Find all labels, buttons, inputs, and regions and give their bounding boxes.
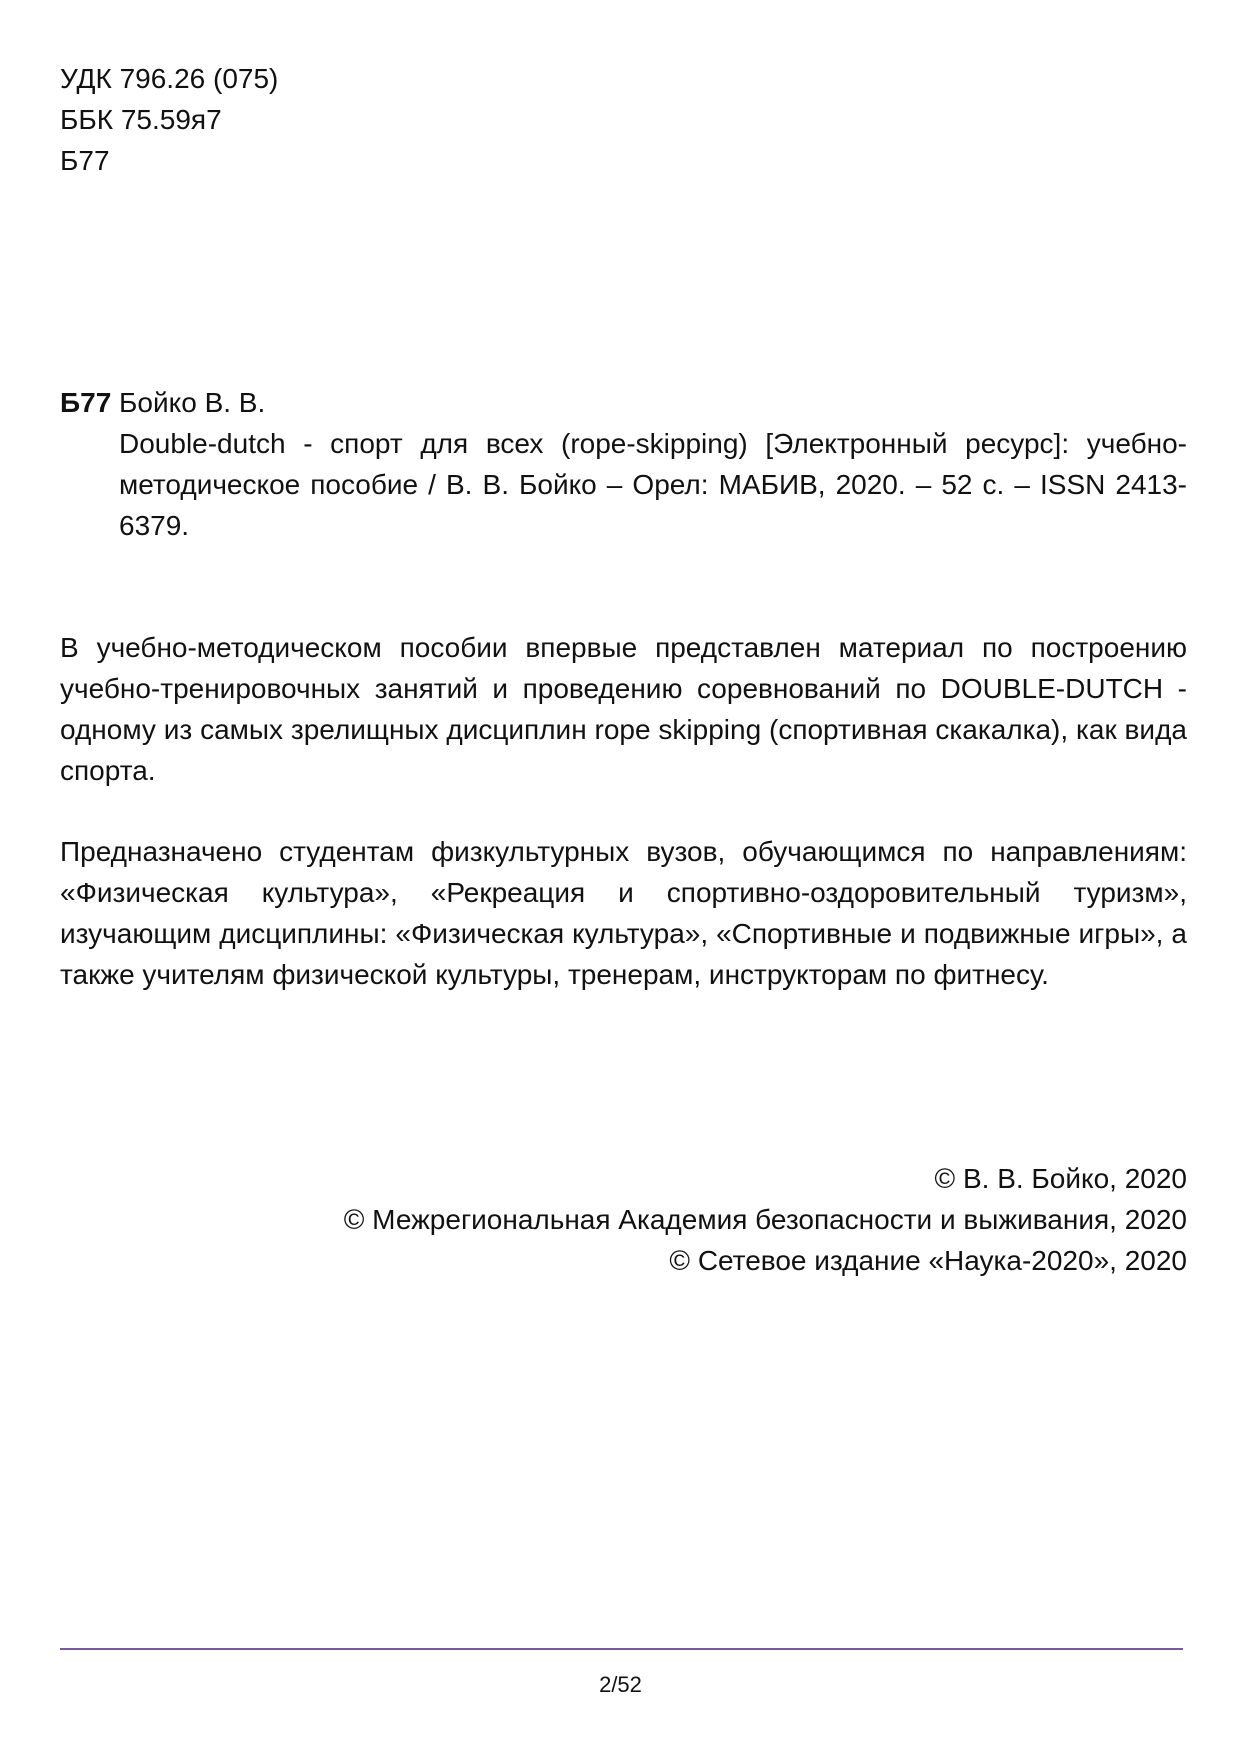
author-sign: Б77 — [60, 145, 110, 176]
annotation-paragraph: В учебно-методическом пособии впервые представлен материал по построению учебно-тренировочных занятий и проведению соревнований по DOUBLE-DUTCH - одному из самых зрелищных дисциплин rope skipping (спортивная скакалка), как вида спорта. — [60, 632, 1187, 786]
classification-block — [60, 58, 1187, 181]
copyright-line: © В. В. Бойко, 2020 — [934, 1163, 1187, 1194]
bibliographic-heading — [60, 382, 1187, 423]
copyright-block — [60, 1158, 1187, 1281]
footer-divider — [60, 1648, 1183, 1650]
udk-index: УДК 796.26 (075) — [60, 63, 279, 94]
bibliographic-record — [60, 382, 1187, 546]
page-number: 2/52 — [599, 1672, 642, 1697]
copyright-line: © Межрегиональная Академия безопасности и выживания, 2020 — [343, 1204, 1187, 1235]
copyright-line: © Сетевое издание «Наука-2020», 2020 — [669, 1245, 1187, 1276]
bibliographic-code: Б77 — [60, 387, 112, 418]
bibliographic-description: Double-dutch - спорт для всех (rope-skipping) [Электронный ресурс]: учебно-методическое пособие / В. В. Бойко – Орел: МАБИВ, 2020. – 52 с. – ISSN 2413-6379. — [119, 428, 1187, 541]
bibliographic-author: Бойко В. В. — [111, 387, 266, 418]
bbk-index: ББК 75.59я7 — [60, 104, 222, 135]
audience-paragraph: Предназначено студентам физкультурных вузов, обучающимся по направлениям: «Физическая культура», «Рекреация и спортивно-оздоровительный туризм», изучающим дисциплины: «Физическая культура», «Спортивные и подвижные игры», а также учителям физической культуры, тренерам, инструкторам по фитнесу. — [60, 836, 1187, 990]
